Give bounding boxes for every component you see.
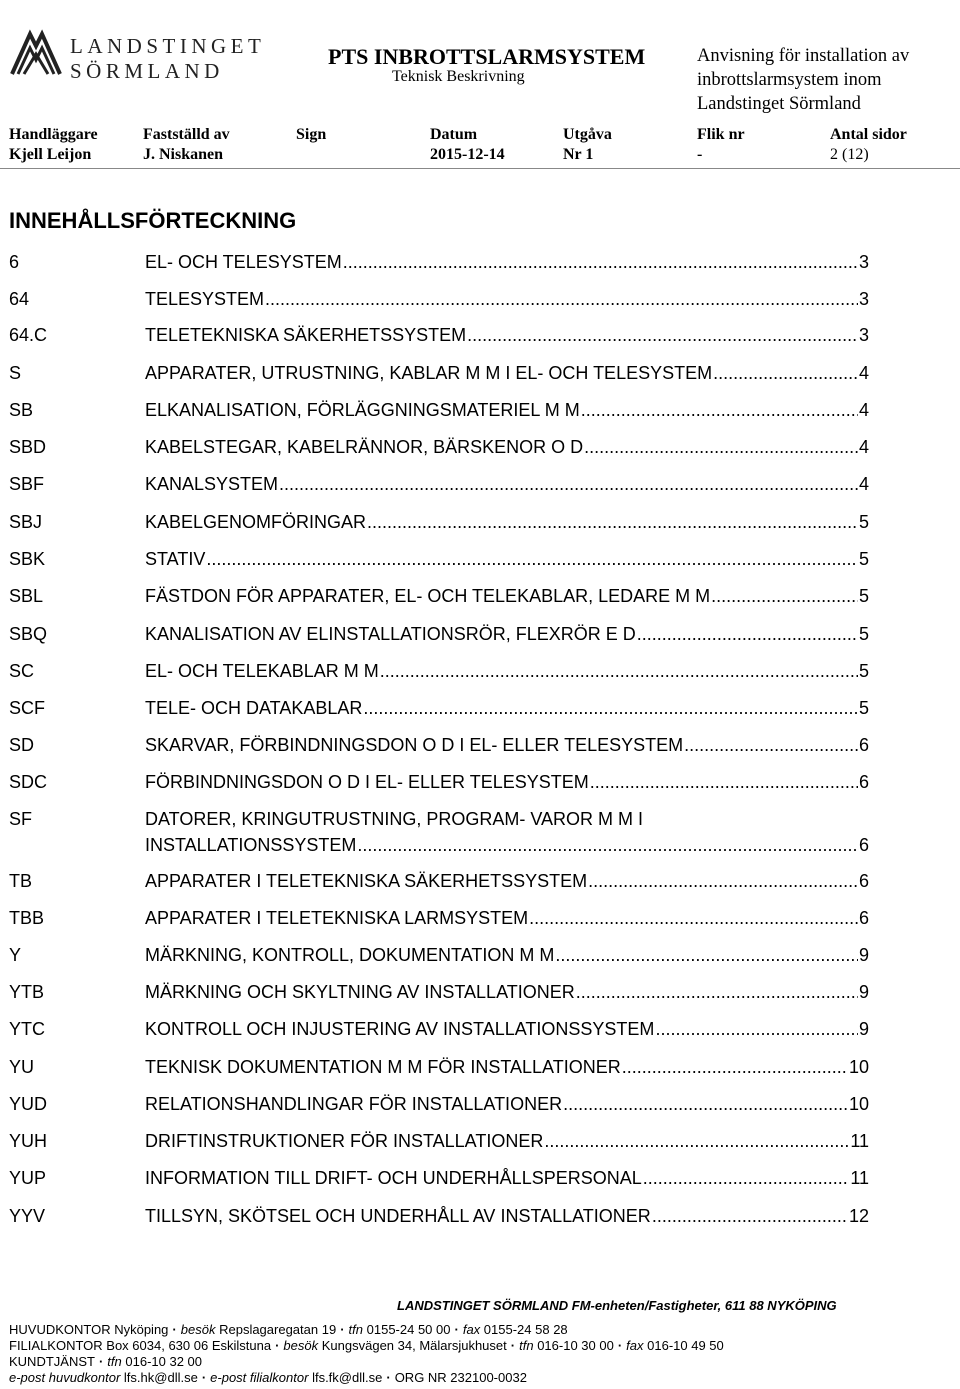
toc-page: 9: [858, 982, 869, 1002]
meta-label-handlaggare: Handläggare: [9, 126, 98, 143]
toc-leader: [684, 732, 858, 758]
document-header: [0, 0, 960, 170]
toc-text: RELATIONSHANDLINGAR FÖR INSTALLATIONER: [145, 1094, 563, 1114]
toc-code: YUD: [9, 1094, 48, 1114]
toc-leader: [563, 1091, 848, 1117]
meta-label-utgava: Utgåva: [563, 126, 612, 143]
footer-text: 0155-24 58 28: [483, 1322, 568, 1337]
toc-leader: [529, 905, 858, 931]
toc-code: YTB: [9, 982, 45, 1002]
toc-leader: [367, 509, 858, 535]
separator-dot-icon: ·: [340, 1322, 345, 1337]
toc-text: TELE- OCH DATAKABLAR: [145, 698, 363, 718]
toc-title: INNEHÅLLSFÖRTECKNING: [9, 208, 297, 233]
toc-leader: [590, 769, 858, 795]
toc-code: Y: [9, 945, 22, 965]
footer-text: 016-10 32 00: [125, 1354, 203, 1369]
footer-contact: [9, 1370, 527, 1385]
footer-label: fax: [462, 1322, 481, 1337]
document-description: Anvisning för installation av inbrottslarmsystem inom Landstinget Sörmland: [697, 46, 910, 114]
toc-text: APPARATER I TELETEKNISKA LARMSYSTEM: [145, 908, 529, 928]
meta-label-antal-sidor: Antal sidor: [830, 126, 907, 143]
toc-text: TEKNISK DOKUMENTATION M M FÖR INSTALLATIONER: [145, 1057, 621, 1077]
footer-text: KUNDTJÄNST: [9, 1354, 95, 1369]
toc-page: 6: [858, 871, 869, 891]
document-title: PTS INBROTTSLARMSYSTEM: [328, 44, 646, 69]
meta-value-datum: 2015-12-14: [430, 146, 505, 163]
toc-code: SBD: [9, 437, 47, 457]
toc-leader: [576, 979, 858, 1005]
toc-text: DATORER, KRINGUTRUSTNING, PROGRAM- VAROR M M I: [145, 809, 644, 829]
toc-leader: [713, 360, 858, 386]
toc-page: 11: [850, 1168, 869, 1188]
toc-leader: [652, 1203, 848, 1229]
toc-page: 6: [858, 835, 869, 855]
toc-leader: [544, 1128, 849, 1154]
footer-kundtjanst: [9, 1354, 202, 1369]
toc-leader: [380, 658, 858, 684]
meta-value-handlaggare: Kjell Leijon: [9, 146, 92, 163]
toc-text: MÄRKNING, KONTROLL, DOKUMENTATION M M: [145, 945, 555, 965]
toc-text: FÄSTDON FÖR APPARATER, EL- OCH TELEKABLAR, LEDARE M M: [145, 586, 711, 606]
footer-text: Repslagaregatan 19: [219, 1322, 337, 1337]
landstinget-logo: [8, 28, 288, 84]
toc-text: KABELSTEGAR, KABELRÄNNOR, BÄRSKENOR O D: [145, 437, 584, 457]
toc-text: TELESYSTEM: [145, 289, 265, 309]
toc-code: YYV: [9, 1206, 46, 1226]
header-divider: [0, 168, 960, 169]
meta-value-utgava: Nr 1: [563, 146, 594, 163]
toc-page: 3: [858, 252, 869, 272]
separator-dot-icon: ·: [275, 1338, 280, 1353]
toc-page: 6: [858, 735, 869, 755]
logo-text-line-2: SÖRMLAND: [70, 59, 224, 83]
footer-label: e-post filialkontor: [210, 1370, 309, 1385]
separator-dot-icon: ·: [172, 1322, 177, 1337]
toc-code: SDC: [9, 772, 48, 792]
toc-code: SB: [9, 400, 34, 420]
toc-text: TELETEKNISKA SÄKERHETSSYSTEM: [145, 325, 467, 345]
footer-huvudkontor: [9, 1322, 568, 1337]
toc-page: 4: [858, 363, 869, 383]
separator-dot-icon: ·: [98, 1354, 104, 1369]
toc-leader: [588, 868, 858, 894]
toc-code: SD: [9, 735, 35, 755]
toc-page: 5: [858, 698, 869, 718]
toc-page: 3: [858, 325, 869, 345]
toc-text: ELKANALISATION, FÖRLÄGGNINGSMATERIEL M M: [145, 400, 580, 420]
email-link[interactable]: lfs.fk@dll.se: [312, 1370, 383, 1385]
toc-leader: [584, 434, 858, 460]
toc-text: MÄRKNING OCH SKYLTNING AV INSTALLATIONER: [145, 982, 575, 1002]
toc-code: SBF: [9, 474, 45, 494]
separator-dot-icon: ·: [510, 1338, 516, 1353]
toc-code: TBB: [9, 908, 45, 928]
toc-page: 5: [858, 549, 869, 569]
footer-label: tfn: [348, 1322, 363, 1337]
toc-text: EL- OCH TELEKABLAR M M: [145, 661, 379, 681]
toc-code: YUH: [9, 1131, 48, 1151]
footer-text: 016-10 49 50: [647, 1338, 724, 1353]
toc-leader: [622, 1054, 848, 1080]
toc-text: TILLSYN, SKÖTSEL OCH UNDERHÅLL AV INSTALLATIONER: [145, 1206, 651, 1226]
toc-entry[interactable]: [0, 806, 960, 858]
footer-label: besök: [180, 1322, 216, 1337]
toc-text: STATIV: [145, 549, 206, 569]
meta-label-datum: Datum: [430, 126, 478, 143]
separator-dot-icon: ·: [386, 1370, 391, 1385]
toc-text: APPARATER I TELETEKNISKA SÄKERHETSSYSTEM: [145, 871, 588, 891]
footer-label: tfn: [107, 1354, 122, 1369]
meta-value-antal-sidor: 2 (12): [830, 146, 869, 163]
toc-page: 6: [858, 772, 869, 792]
toc-page: 9: [858, 1019, 869, 1039]
toc-text-continued: INSTALLATIONSSYSTEM: [145, 835, 357, 855]
toc-code: SCF: [9, 698, 45, 718]
toc-leader: [711, 583, 858, 609]
toc-page: 5: [858, 586, 869, 606]
toc-code: SF: [9, 809, 33, 829]
toc-leader: [643, 1165, 850, 1191]
toc-code: SBK: [9, 549, 46, 569]
meta-value-flik-nr: -: [697, 146, 703, 163]
toc-leader: [637, 621, 858, 647]
toc-leader: [555, 942, 858, 968]
toc-code: SBQ: [9, 624, 48, 644]
toc-text: APPARATER, UTRUSTNING, KABLAR M M I EL- OCH TELESYSTEM: [145, 363, 713, 383]
toc-code: 64.C: [9, 325, 48, 345]
footer-text: 0155-24 50 00: [366, 1322, 451, 1337]
toc-page: 3: [858, 289, 869, 309]
toc-leader: [357, 832, 858, 858]
meta-label-faststalld-av: Fastställd av: [143, 126, 230, 143]
toc-text: FÖRBINDNINGSDON O D I EL- ELLER TELESYSTEM: [145, 772, 589, 792]
toc-page: 11: [850, 1131, 869, 1151]
footer-label: besök: [283, 1338, 319, 1353]
separator-dot-icon: ·: [617, 1338, 623, 1353]
toc-text: INFORMATION TILL DRIFT- OCH UNDERHÅLLSPERSONAL: [145, 1168, 642, 1188]
toc-page: 10: [848, 1094, 869, 1114]
toc-page: 9: [858, 945, 869, 965]
toc-page: 6: [858, 908, 869, 928]
toc-leader: [467, 322, 858, 348]
toc-text: EL- OCH TELESYSTEM: [145, 252, 342, 272]
toc-leader: [279, 471, 858, 497]
meta-value-faststalld-av: J. Niskanen: [143, 146, 224, 163]
separator-dot-icon: ·: [454, 1322, 459, 1337]
meta-label-flik-nr: Flik nr: [697, 126, 745, 143]
toc-code: SBJ: [9, 512, 43, 532]
toc-page: 5: [858, 512, 869, 532]
toc-text: DRIFTINSTRUKTIONER FÖR INSTALLATIONER: [145, 1131, 544, 1151]
toc-text: KANALISATION AV ELINSTALLATIONSRÖR, FLEXRÖR E D: [145, 624, 636, 644]
footer-filialkontor: [9, 1338, 724, 1353]
toc-page: 4: [858, 437, 869, 457]
toc-leader: [581, 397, 858, 423]
document-subtitle: Teknisk Beskrivning: [392, 68, 525, 85]
footer-label: fax: [626, 1338, 644, 1353]
toc-code: 64: [9, 289, 30, 309]
meta-label-sign: Sign: [296, 126, 327, 143]
toc-page: 5: [858, 624, 869, 644]
footer-text: ORG NR 232100-0032: [394, 1370, 527, 1385]
toc-code: YUP: [9, 1168, 47, 1188]
toc-code: YTC: [9, 1019, 45, 1039]
toc-page: 5: [858, 661, 869, 681]
toc-text: KANALSYSTEM: [145, 474, 279, 494]
footer-text: 016-10 30 00: [537, 1338, 614, 1353]
email-link[interactable]: lfs.hk@dll.se: [123, 1370, 198, 1385]
toc-code: SBL: [9, 586, 44, 606]
footer-label: tfn: [519, 1338, 534, 1353]
toc-code: YU: [9, 1057, 35, 1077]
footer-organization: LANDSTINGET SÖRMLAND FM-enheten/Fastigheter, 611 88 NYKÖPING: [397, 1298, 837, 1313]
toc-leader: [265, 286, 858, 312]
toc-page: 4: [858, 400, 869, 420]
footer-text: FILIALKONTOR Box 6034, 630 06 Eskilstuna: [9, 1338, 272, 1353]
toc-leader: [655, 1016, 858, 1042]
toc-text: KABELGENOMFÖRINGAR: [145, 512, 367, 532]
separator-dot-icon: ·: [201, 1370, 207, 1385]
toc-code: 6: [9, 252, 20, 272]
toc-text: SKARVAR, FÖRBINDNINGSDON O D I EL- ELLER TELESYSTEM: [145, 735, 684, 755]
toc-leader: [343, 249, 858, 275]
toc-code: TB: [9, 871, 33, 891]
toc-code: SC: [9, 661, 35, 681]
toc-page: 4: [858, 474, 869, 494]
toc-page: 12: [848, 1206, 869, 1226]
toc-code: S: [9, 363, 22, 383]
footer-text: Kungsvägen 34, Mälarsjukhuset: [321, 1338, 507, 1353]
toc-leader: [363, 695, 858, 721]
toc-text: KONTROLL OCH INJUSTERING AV INSTALLATIONSSYSTEM: [145, 1019, 655, 1039]
toc-page: 10: [848, 1057, 869, 1077]
logo-emblem-icon: [8, 28, 64, 84]
toc-leader: [206, 546, 858, 572]
logo-text-line-1: LANDSTINGET: [70, 34, 266, 58]
footer-text: HUVUDKONTOR Nyköping: [9, 1322, 169, 1337]
footer-label: e-post huvudkontor: [9, 1370, 121, 1385]
